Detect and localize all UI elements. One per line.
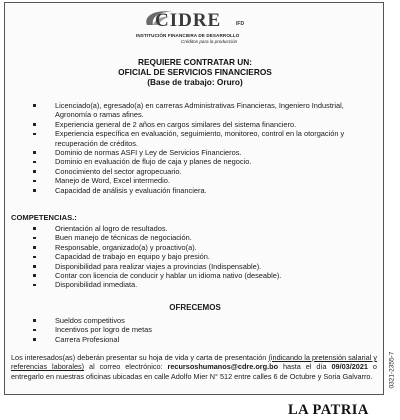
competencies-list	[5, 224, 360, 290]
bullet-icon	[33, 189, 36, 192]
requirements-list	[5, 101, 360, 195]
contact-email[interactable]: recursoshumanos@cdre.org.bo	[167, 362, 279, 372]
list-item: Responsable, organizado(a) y proactivo(a).	[5, 243, 360, 252]
bullet-icon	[33, 133, 36, 136]
heading-base: (Base de trabajo: Oruro)	[147, 77, 243, 87]
offer-title: OFRECEMOS	[169, 303, 221, 312]
bullet-icon	[33, 265, 36, 268]
offers-list	[5, 316, 360, 344]
list-item: Disponibilidad para realizar viajes a provincias (Indispensable).	[5, 262, 360, 271]
bullet-icon	[33, 274, 36, 277]
job-ad-box	[4, 2, 384, 395]
ad-code: 0321-2355-7	[388, 351, 396, 389]
bullet-icon	[33, 284, 36, 287]
list-item: Manejo de Word, Excel intermedio.	[5, 176, 360, 185]
list-item: Capacidad de trabajo en equipo y bajo presión.	[5, 252, 360, 261]
list-item: Incentivos por logro de metas	[5, 325, 360, 334]
logo-brand: CIDRE	[155, 10, 222, 31]
list-item: Contar con licencia de conducir y hablar un idioma nativo (deseable).	[5, 271, 360, 280]
bullet-icon	[33, 123, 36, 126]
list-item: Experiencia específica en evaluación, seguimiento, monitoreo, control en la otorgación y recuperación de créditos.	[5, 129, 360, 148]
application-instructions: Los interesados(as) deberán presentar su hoja de vida y carta de presentación (indicando la pretensión salarial y referencias laborales) al correo electrónico: recursoshumanos@cdre.org.bo hasta el día 09/03/2021 o entregarlo en nuestras oficinas ubicadas en calle Adolfo Mier N° 512 entre calles 6 de Octubre y Soria Galvarro.	[11, 353, 377, 381]
heading-requires: REQUIERE CONTRATAR UN:	[137, 57, 252, 67]
cidre-logo	[5, 9, 385, 45]
bullet-icon	[33, 170, 36, 173]
list-item: Disponibilidad inmediata.	[5, 280, 360, 289]
list-item: Sueldos competitivos	[5, 316, 360, 325]
list-item: Conocimiento del sector agropecuario.	[5, 167, 360, 176]
list-item: Dominio de normas ASFI y Ley de Servicios Financieros.	[5, 148, 360, 157]
bullet-icon	[33, 161, 36, 164]
logo-subtitle: INSTITUCIÓN FINANCIERA DE DESARROLLO	[136, 33, 240, 38]
list-item: Orientación al logro de resultados.	[5, 224, 360, 233]
list-item: Experiencia general de 2 años en cargos similares del sistema financiero.	[5, 120, 360, 129]
bullet-icon	[33, 338, 36, 341]
bullet-icon	[33, 227, 36, 230]
logo-ifd: IFD	[236, 21, 245, 27]
competencies-title: COMPETENCIAS.:	[11, 213, 77, 222]
bullet-icon	[33, 237, 36, 240]
list-item: Carrera Profesional	[5, 335, 360, 344]
bullet-icon	[33, 319, 36, 322]
bullet-icon	[33, 180, 36, 183]
logo-slogan: Créditos para la producción	[181, 39, 238, 44]
bullet-icon	[33, 151, 36, 154]
salary-note: (indicando la pretensión salarial y referencias laborales)	[11, 353, 377, 372]
newspaper-name: LA PATRIA	[288, 402, 369, 418]
bullet-icon	[33, 256, 36, 259]
deadline-date: 09/03/2021	[331, 362, 368, 372]
bullet-icon	[33, 246, 36, 249]
list-item: Dominio en evaluación de flujo de caja y planes de negocio.	[5, 157, 360, 166]
bullet-icon	[33, 329, 36, 332]
list-item: Capacidad de análisis y evaluación financiera.	[5, 186, 360, 195]
bullet-icon	[33, 104, 36, 107]
list-item: Licenciado(a), egresado(a) en carreras Administrativas Financieras, Ingeniero Industrial, Agronomía o ramas afines.	[5, 101, 360, 120]
list-item: Buen manejo de técnicas de negociación.	[5, 233, 360, 242]
heading-position: OFICIAL DE SERVICIOS FINANCIEROS	[118, 67, 272, 77]
